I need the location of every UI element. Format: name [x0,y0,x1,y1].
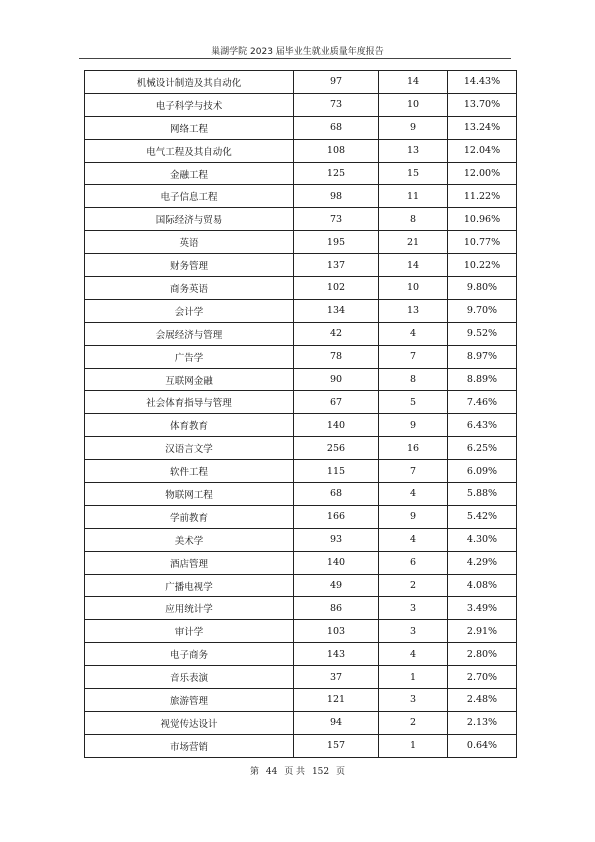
footer-page-number: 44 [265,767,278,777]
table-row [85,71,517,94]
table-body [85,71,517,758]
cell-count: 8 [379,208,448,231]
cell-total: 90 [294,368,379,391]
cell-major: 财务管理 [85,254,294,277]
cell-rate: 13.70% [448,93,517,116]
cell-count: 14 [379,71,448,94]
cell-total: 115 [294,460,379,483]
cell-major: 金融工程 [85,162,294,185]
cell-total: 73 [294,93,379,116]
table-row [85,299,517,322]
table-row [85,277,517,300]
cell-major: 机械设计制造及其自动化 [85,71,294,94]
cell-count: 6 [379,551,448,574]
table-row [85,254,517,277]
cell-major: 美术学 [85,528,294,551]
table-row [85,208,517,231]
cell-rate: 12.04% [448,139,517,162]
cell-major: 市场营销 [85,734,294,757]
cell-count: 21 [379,231,448,254]
cell-count: 14 [379,254,448,277]
cell-total: 68 [294,116,379,139]
cell-rate: 10.77% [448,231,517,254]
cell-major: 互联网金融 [85,368,294,391]
cell-count: 3 [379,597,448,620]
cell-major: 音乐表演 [85,666,294,689]
table-row [85,620,517,643]
cell-major: 广告学 [85,345,294,368]
cell-count: 1 [379,734,448,757]
cell-count: 4 [379,643,448,666]
cell-count: 9 [379,414,448,437]
cell-rate: 4.30% [448,528,517,551]
cell-major: 电子科学与技术 [85,93,294,116]
cell-major: 软件工程 [85,460,294,483]
table-row [85,460,517,483]
cell-total: 157 [294,734,379,757]
cell-total: 137 [294,254,379,277]
cell-total: 97 [294,71,379,94]
table-row [85,734,517,757]
table-row [85,574,517,597]
table-row [85,391,517,414]
cell-major: 国际经济与贸易 [85,208,294,231]
table-row [85,231,517,254]
table-row [85,643,517,666]
cell-total: 134 [294,299,379,322]
table-row [85,711,517,734]
footer-mid: 页 共 [284,767,306,777]
cell-count: 5 [379,391,448,414]
cell-count: 16 [379,437,448,460]
cell-major: 电气工程及其自动化 [85,139,294,162]
cell-major: 会计学 [85,299,294,322]
cell-count: 2 [379,574,448,597]
cell-rate: 10.22% [448,254,517,277]
cell-total: 37 [294,666,379,689]
table-row [85,528,517,551]
cell-count: 3 [379,620,448,643]
cell-count: 4 [379,483,448,506]
cell-major: 旅游管理 [85,689,294,712]
cell-rate: 8.89% [448,368,517,391]
cell-count: 13 [379,139,448,162]
table-row [85,551,517,574]
cell-count: 3 [379,689,448,712]
cell-total: 256 [294,437,379,460]
cell-count: 10 [379,93,448,116]
cell-total: 140 [294,414,379,437]
cell-major: 酒店管理 [85,551,294,574]
cell-total: 166 [294,505,379,528]
cell-count: 4 [379,322,448,345]
cell-total: 98 [294,185,379,208]
cell-total: 140 [294,551,379,574]
table-row [85,116,517,139]
cell-major: 学前教育 [85,505,294,528]
table-row [85,483,517,506]
cell-count: 7 [379,345,448,368]
cell-count: 2 [379,711,448,734]
cell-rate: 9.80% [448,277,517,300]
cell-rate: 10.96% [448,208,517,231]
cell-rate: 6.43% [448,414,517,437]
footer-prefix: 第 [249,767,259,777]
cell-major: 商务英语 [85,277,294,300]
cell-count: 7 [379,460,448,483]
cell-rate: 6.09% [448,460,517,483]
cell-total: 78 [294,345,379,368]
cell-count: 9 [379,505,448,528]
cell-major: 物联网工程 [85,483,294,506]
cell-count: 8 [379,368,448,391]
cell-total: 195 [294,231,379,254]
cell-total: 86 [294,597,379,620]
cell-major: 广播电视学 [85,574,294,597]
cell-major: 社会体育指导与管理 [85,391,294,414]
cell-major: 电子商务 [85,643,294,666]
cell-total: 68 [294,483,379,506]
cell-total: 143 [294,643,379,666]
cell-rate: 2.91% [448,620,517,643]
cell-total: 125 [294,162,379,185]
cell-count: 9 [379,116,448,139]
cell-total: 102 [294,277,379,300]
cell-rate: 14.43% [448,71,517,94]
footer-suffix: 页 [336,767,346,777]
cell-count: 10 [379,277,448,300]
cell-rate: 5.88% [448,483,517,506]
cell-total: 94 [294,711,379,734]
cell-rate: 6.25% [448,437,517,460]
table-row [85,437,517,460]
cell-major: 视觉传达设计 [85,711,294,734]
table-row [85,185,517,208]
table-row [85,322,517,345]
cell-major: 汉语言文学 [85,437,294,460]
cell-total: 42 [294,322,379,345]
cell-total: 121 [294,689,379,712]
cell-rate: 9.52% [448,322,517,345]
table-row [85,93,517,116]
table-row [85,139,517,162]
cell-rate: 2.48% [448,689,517,712]
table-row [85,505,517,528]
table-row [85,666,517,689]
cell-rate: 0.64% [448,734,517,757]
cell-rate: 2.70% [448,666,517,689]
cell-rate: 12.00% [448,162,517,185]
cell-rate: 5.42% [448,505,517,528]
page-footer [0,764,595,777]
table-row [85,345,517,368]
cell-rate: 9.70% [448,299,517,322]
cell-major: 应用统计学 [85,597,294,620]
cell-total: 103 [294,620,379,643]
cell-total: 93 [294,528,379,551]
cell-rate: 11.22% [448,185,517,208]
cell-count: 4 [379,528,448,551]
cell-major: 体育教育 [85,414,294,437]
cell-total: 108 [294,139,379,162]
cell-rate: 4.08% [448,574,517,597]
table-row [85,414,517,437]
cell-total: 49 [294,574,379,597]
table-row [85,689,517,712]
table-row [85,597,517,620]
cell-rate: 2.13% [448,711,517,734]
cell-major: 网络工程 [85,116,294,139]
cell-rate: 3.49% [448,597,517,620]
cell-major: 电子信息工程 [85,185,294,208]
cell-rate: 13.24% [448,116,517,139]
cell-major: 审计学 [85,620,294,643]
cell-count: 1 [379,666,448,689]
cell-total: 67 [294,391,379,414]
cell-count: 11 [379,185,448,208]
table-row [85,368,517,391]
cell-total: 73 [294,208,379,231]
major-stats-table [84,70,517,758]
cell-rate: 8.97% [448,345,517,368]
cell-major: 英语 [85,231,294,254]
page-header-title: 巢湖学院 2023 届毕业生就业质量年度报告 [211,47,384,57]
cell-count: 13 [379,299,448,322]
cell-count: 15 [379,162,448,185]
cell-rate: 2.80% [448,643,517,666]
cell-major: 会展经济与管理 [85,322,294,345]
cell-rate: 7.46% [448,391,517,414]
footer-total-pages: 152 [311,767,330,777]
header-divider [79,58,511,59]
table-row [85,162,517,185]
cell-rate: 4.29% [448,551,517,574]
